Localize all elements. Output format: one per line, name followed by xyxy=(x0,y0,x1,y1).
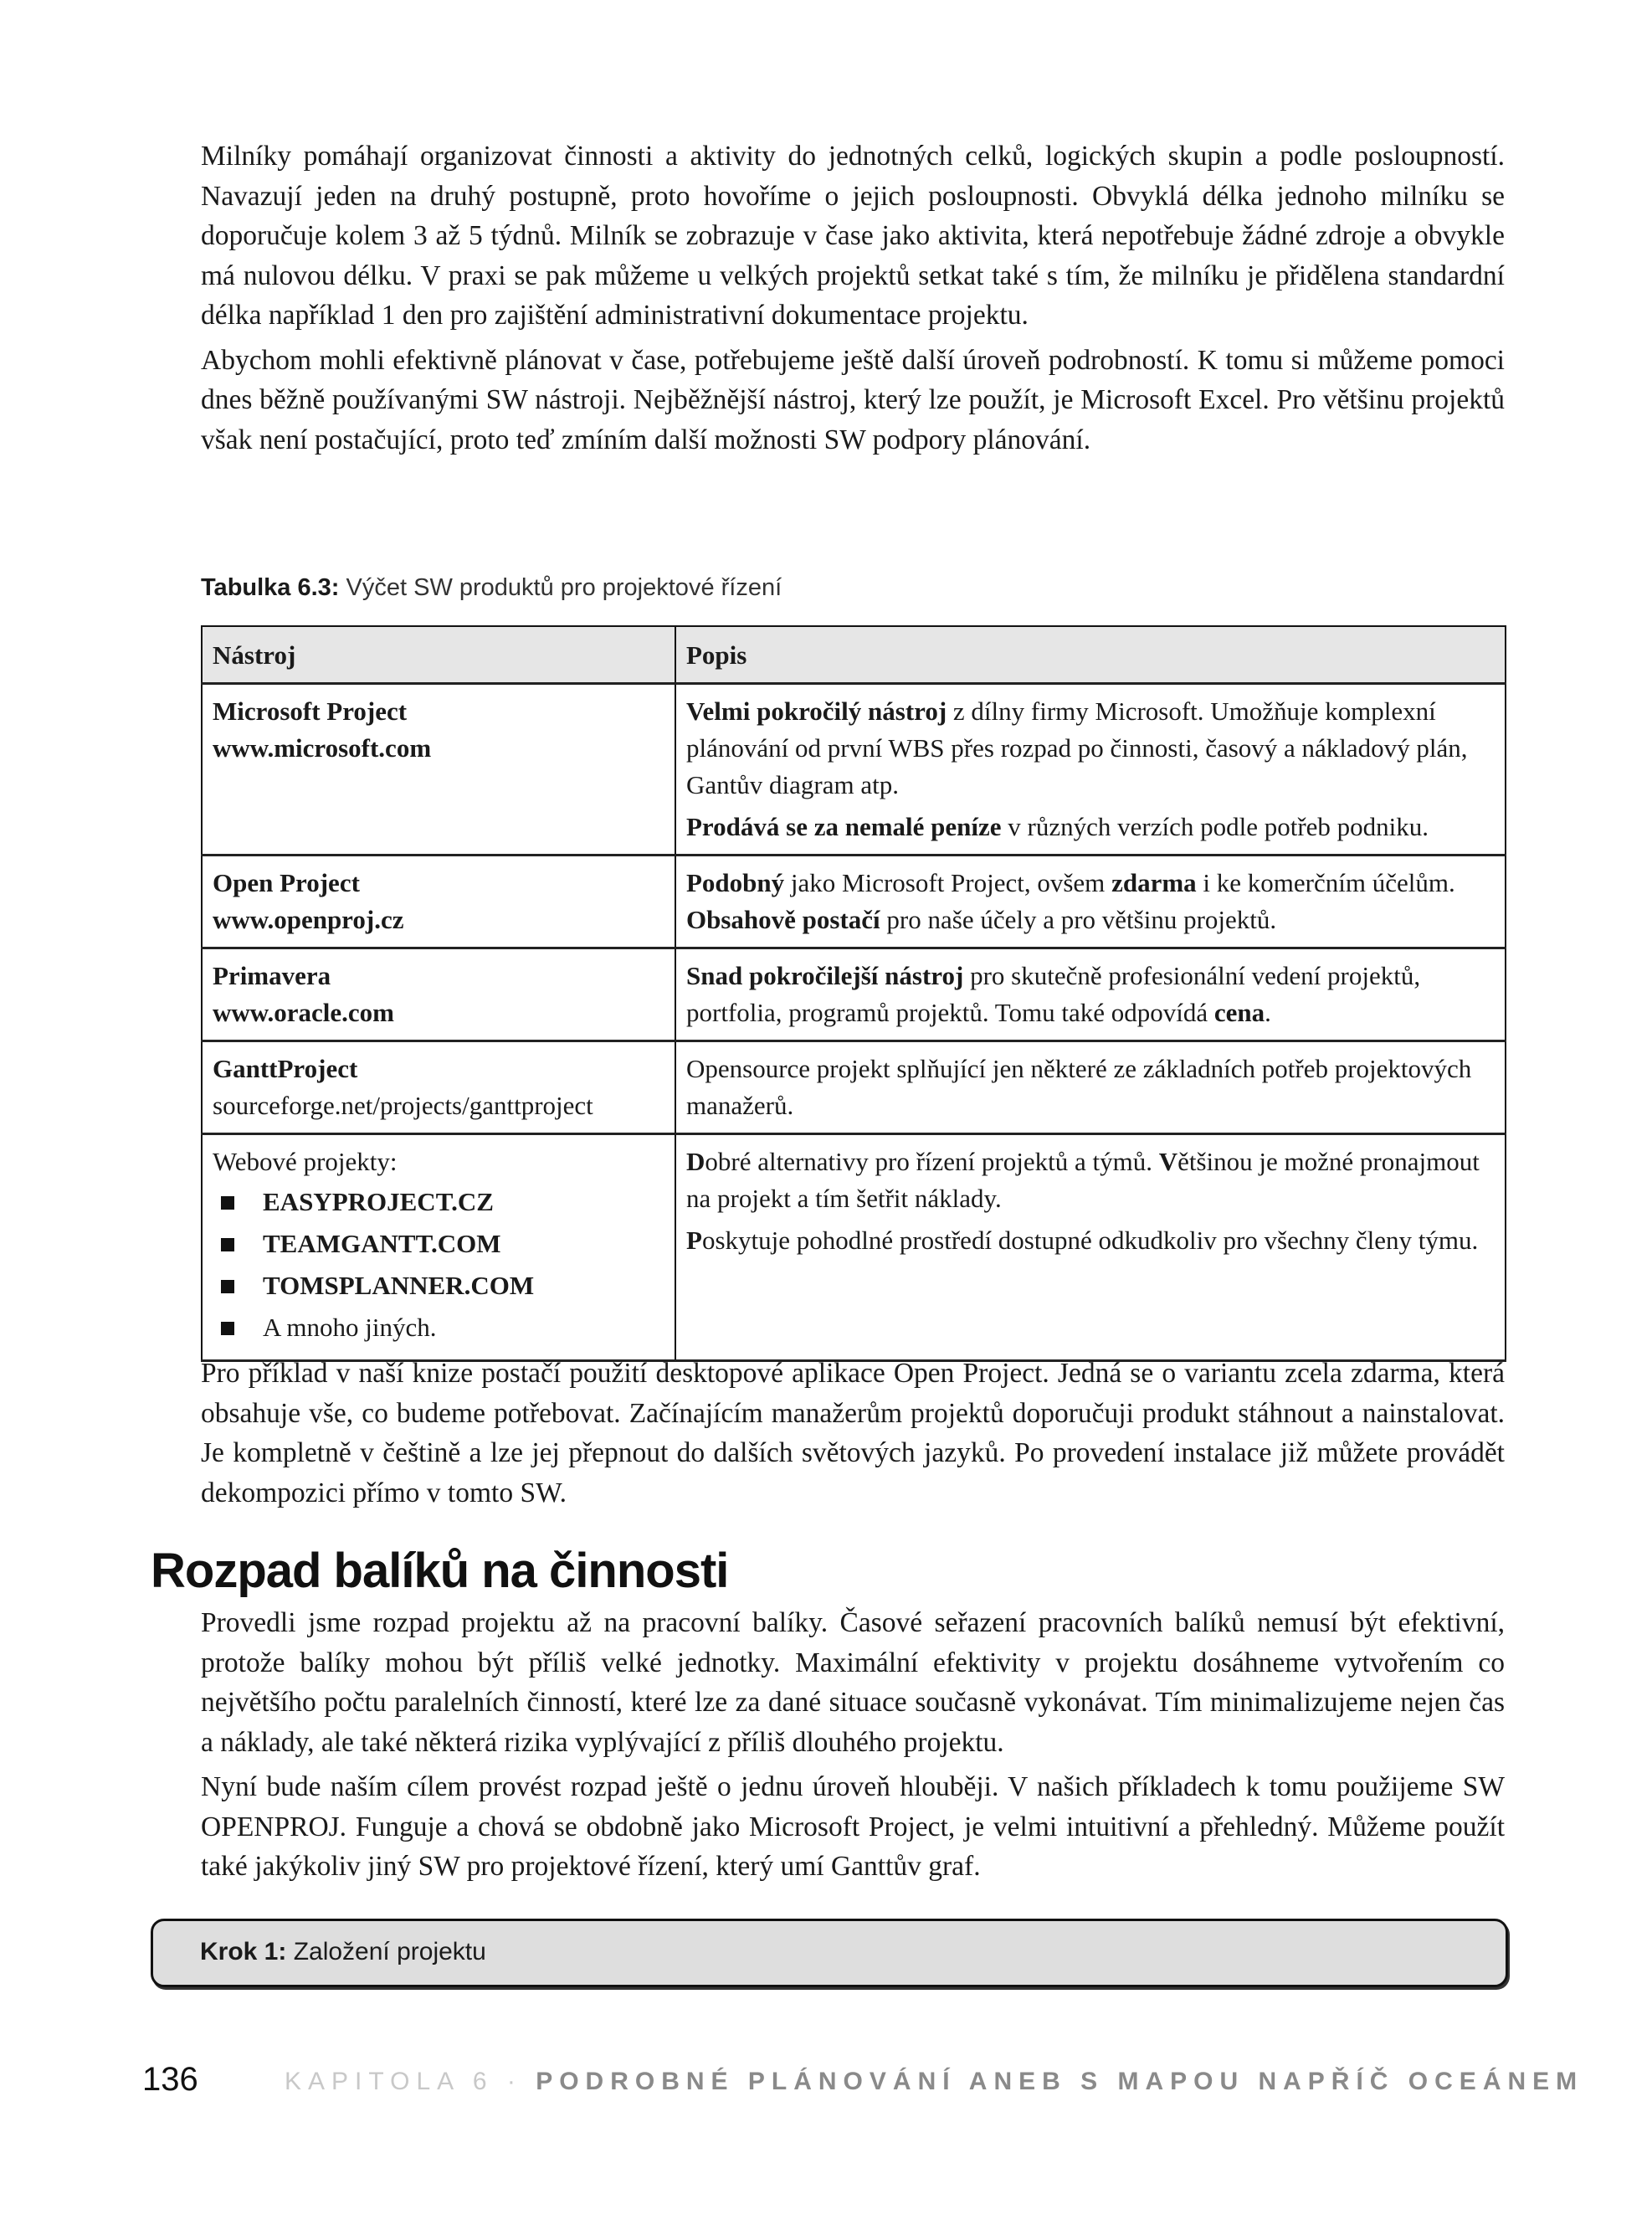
chapter-label: KAPITOLA 6 · xyxy=(285,2068,536,2095)
bold-phrase: Snad pokročilejší nástroj xyxy=(686,961,964,990)
column-header-tool: Nástroj xyxy=(202,626,675,684)
plain-text: jako Microsoft Project, ovšem xyxy=(784,868,1112,897)
page-number: 136 xyxy=(142,2061,198,2098)
tool-cell xyxy=(202,1041,675,1134)
square-bullet-icon xyxy=(221,1280,234,1293)
plain-text: ětšinou je možné pronajmout na projekt a tím šetřit náklady. xyxy=(686,1147,1480,1213)
list-item xyxy=(213,1184,664,1220)
plain-text: z dílny firmy Microsoft. Umožňuje komplexní plánování od první WBS přes rozpad po činnosti, časový a nákladový plán, Gantův diagram atp. xyxy=(686,696,1468,799)
plain-text: pro skutečně profesionální vedení projektů, portfolia, programů projektů. Tomu také odpovídá xyxy=(686,961,1421,1027)
plain-text: . xyxy=(1265,998,1271,1027)
tool-url: www.microsoft.com xyxy=(213,733,432,763)
tool-cell xyxy=(202,684,675,856)
tool-name: Microsoft Project xyxy=(213,696,408,726)
tool-name: Primavera xyxy=(213,961,331,990)
plain-text: pro naše účely a pro většinu projektů. xyxy=(880,905,1277,934)
paragraph: Abychom mohli efektivně plánovat v čase, potřebujeme ještě další úroveň podrobností. K tomu si můžeme pomoci dnes běžně používanými SW nástroji. Nejběžnější nástroj, který lze použít, je Microsoft Excel. Pro většinu projektů však není postačující, proto teď zmíním další možnosti SW podpory plánování. xyxy=(201,344,1505,455)
square-bullet-icon xyxy=(221,1238,234,1251)
table-row xyxy=(202,856,1506,948)
tool-name: Open Project xyxy=(213,868,360,897)
section-heading: Rozpad balíků na činnosti xyxy=(151,1544,729,1598)
paragraph: Pro příklad v naší knize postačí použití desktopové aplikace Open Project. Jedná se o variantu zcela zdarma, která obsahuje vše, co budeme potřebovat. Začínajícím manažerům projektů doporučuji produkt stáhnout a nainstalovat. Je kompletně v češtině a lze jej přepnout do dalších světových jazyků. Po provedení instalace již můžete provádět dekompozici přímo v tomto SW. xyxy=(201,1358,1505,1508)
bold-phrase: Velmi pokročilý nástroj xyxy=(686,696,947,726)
description-cell xyxy=(675,1134,1506,1361)
page-footer xyxy=(142,2061,1584,2111)
bold-initial: V xyxy=(1158,1147,1178,1176)
bold-phrase: Prodává se za nemalé peníze xyxy=(686,812,1002,841)
square-bullet-icon xyxy=(221,1322,234,1335)
step-text xyxy=(200,1938,486,1966)
section-text xyxy=(201,1603,1505,1892)
tool-cell xyxy=(202,948,675,1041)
tool-cell xyxy=(202,856,675,948)
list-item xyxy=(213,1267,664,1304)
bold-phrase: cena xyxy=(1213,998,1265,1027)
column-header-description: Popis xyxy=(675,626,1506,684)
paragraph: Nyní bude naším cílem provést rozpad ještě o jednu úroveň hlouběji. V našich příkladech k tomu použijeme SW OPENPROJ. Funguje a chová se obdobně jako Microsoft Project, je velmi intuitivní a přehledný. Můžeme použít také jakýkoliv jiný SW pro projektové řízení, který umí Ganttův graf. xyxy=(201,1771,1505,1882)
web-projects-list xyxy=(213,1184,664,1346)
description-cell xyxy=(675,948,1506,1041)
plain-text: i ke komerčním účelům. xyxy=(1196,868,1455,897)
list-item xyxy=(213,1226,664,1262)
description-line xyxy=(686,1222,1495,1259)
plain-text: obré alternativy pro řízení projektů a týmů. xyxy=(705,1147,1159,1176)
plain-text: v různých verzích podle potřeb podniku. xyxy=(1001,812,1429,841)
sw-products-table xyxy=(201,625,1506,1362)
table-row xyxy=(202,948,1506,1041)
bold-initial: D xyxy=(686,1147,705,1176)
tool-cell xyxy=(202,1134,675,1361)
bold-phrase: Obsahově postačí xyxy=(686,905,880,934)
tool-url: sourceforge.net/projects/ganttproject xyxy=(213,1091,593,1120)
tool-url: www.openproj.cz xyxy=(213,905,404,934)
web-projects-intro: Webové projekty: xyxy=(213,1147,398,1176)
after-table-text xyxy=(201,1354,1505,1518)
web-project-name: EASYPROJECT.CZ xyxy=(263,1187,494,1216)
paragraph: Milníky pomáhají organizovat činnosti a aktivity do jednotných celků, logických skupin a podle posloupností. Navazují jeden na druhý postupně, proto hovoříme o jejich posloupnosti. Obvyklá délka jednoho milníku se doporučuje kolem 3 až 5 týdnů. Milník se zobrazuje v čase jako aktivita, která nepotřebuje žádné zdroje a obvykle má nulovou délku. V praxi se pak můžeme u velkých projektů setkat také s tím, že milníku je přidělena standardní délka například 1 den pro zajištění administrativní dokumentace projektu. xyxy=(201,141,1505,331)
description-cell xyxy=(675,684,1506,856)
web-project-name: TOMSPLANNER.COM xyxy=(263,1271,535,1300)
square-bullet-icon xyxy=(221,1196,234,1210)
list-item xyxy=(213,1309,664,1346)
web-project-other: A mnoho jiných. xyxy=(263,1313,437,1342)
caption-label: Tabulka 6.3: xyxy=(201,574,340,601)
step-title: Založení projektu xyxy=(286,1938,486,1966)
step-label: Krok 1: xyxy=(200,1938,287,1966)
step-box xyxy=(151,1919,1508,1987)
tool-name: GanttProject xyxy=(213,1054,358,1083)
table-row xyxy=(202,1041,1506,1134)
chapter-title: PODROBNÉ PLÁNOVÁNÍ ANEB S MAPOU NAPŘÍČ OCEÁNEM xyxy=(536,2068,1584,2095)
tool-url: www.oracle.com xyxy=(213,998,394,1027)
table-row xyxy=(202,1134,1506,1361)
description-line xyxy=(686,809,1495,845)
table-header-row xyxy=(202,626,1506,684)
description-cell: Opensource projekt splňující jen některé ze základních potřeb projektových manažerů. xyxy=(675,1041,1506,1134)
description-cell xyxy=(675,856,1506,948)
bold-phrase: Podobný xyxy=(686,868,785,897)
paragraph: Provedli jsme rozpad projektu až na pracovní balíky. Časové seřazení pracovních balíků nemusí být efektivní, protože balíky mohou být příliš velké jednotky. Maximální efektivity v projektu dosáhneme vytvořením co největšího počtu paralelních činností, které lze za dané situace současně vykonávat. Tím minimalizujeme nejen čas a náklady, ale také některá rizika vyplývající z příliš dlouhého projektu. xyxy=(201,1607,1505,1758)
running-head xyxy=(285,2068,1583,2096)
table-caption xyxy=(201,574,782,602)
web-project-name: TEAMGANTT.COM xyxy=(263,1229,501,1258)
description-line xyxy=(686,693,1495,804)
bold-phrase: zdarma xyxy=(1111,868,1197,897)
intro-text xyxy=(201,136,1505,465)
plain-text: oskytuje pohodlné prostředí dostupné odkudkoliv pro všechny členy týmu. xyxy=(701,1226,1479,1255)
description-line xyxy=(686,1143,1495,1217)
bold-initial: P xyxy=(686,1226,702,1255)
table-row xyxy=(202,684,1506,856)
caption-text: Výčet SW produktů pro projektové řízení xyxy=(339,574,782,601)
